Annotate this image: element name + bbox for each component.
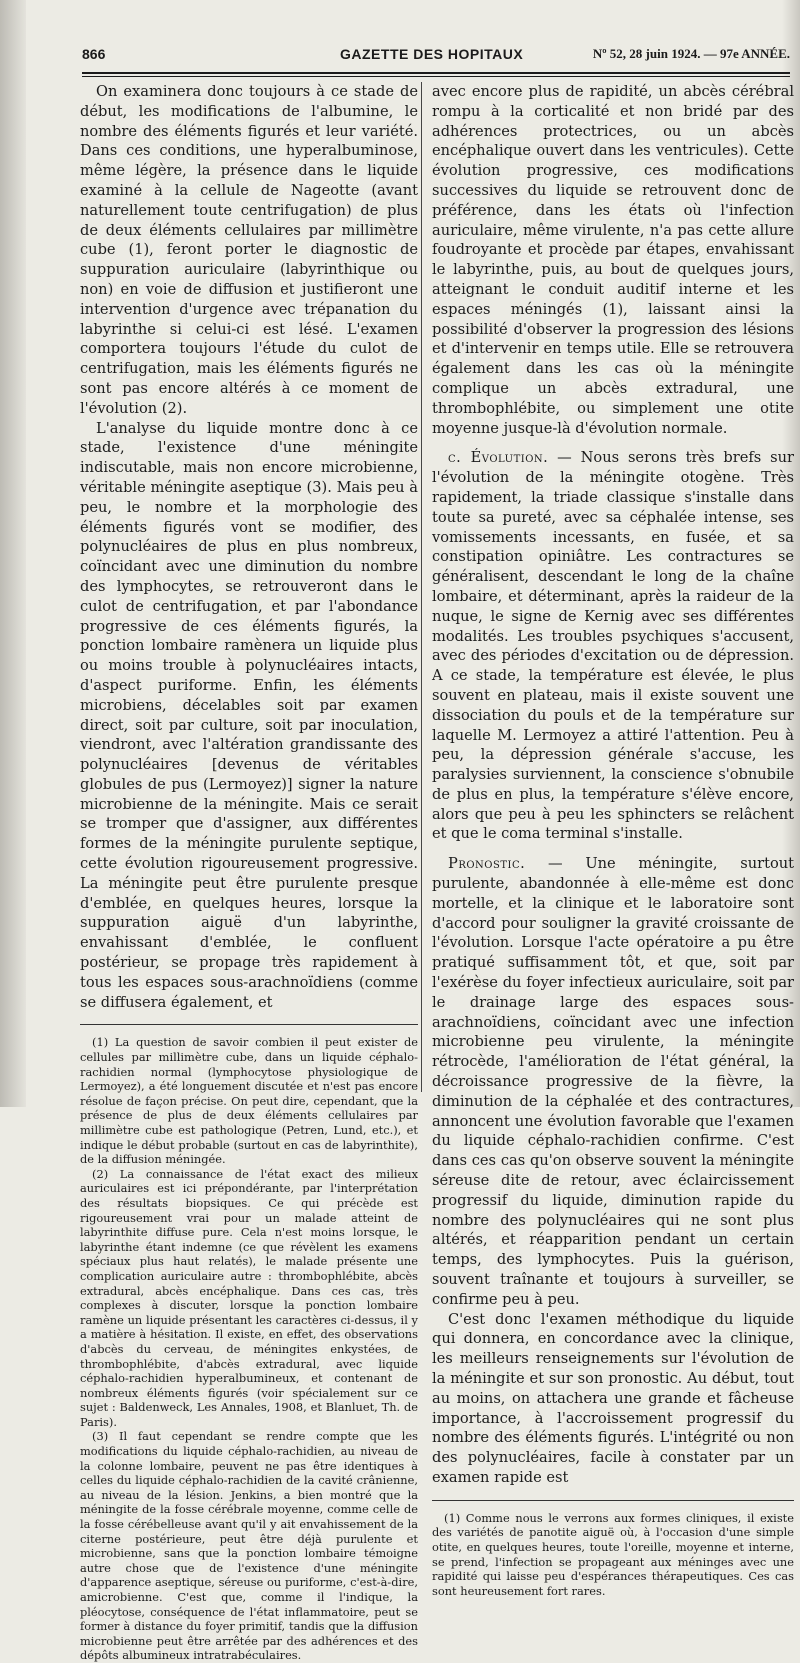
body-paragraph: L'analyse du liquide montre donc à ce stade, l'existence d'une méningite indiscutable, mais non encore microbienne, véritable méningite aseptique (3). Mais peu à peu, le nombre et la morphologie des éléments figurés vont se modifier, des polynucléaires de plus en plus nombreux, coïncidant avec une diminution du nombre des lymphocytes, se retrouveront dans le culot de centrifugation, et par l'abondance progressive de ces éléments figurés, la ponction lombaire ramènera un liquide plus ou moins trouble à polynucléaires intacts, d'aspect puriforme. Enfin, les éléments microbiens, décelables soit par examen direct, soit par culture, soit par inoculation, viendront, avec l'altération grandissante des polynucléaires [devenus de véritables globules de pus (Lermoyez)] signer la nature microbienne de la méningite. Mais ce serait se tromper que d'assigner, aux différentes formes de la méningite purulente septique, cette évolution rigoureusement progressive. La méningite peut être purulente presque d'emblée, en quelques heures, lorsque la suppuration aiguë d'un labyrinthe, envahissant d'emblée, le confluent postérieur, se propage très rapidement à tous les espaces sous-arachnoïdiens (comme se diffusera également, et [80,419,418,1011]
section-evolution [432,448,794,844]
footnote-rule [432,1500,794,1501]
column-divider [421,82,422,1092]
footnote: (2) La connaissance de l'état exact des milieux auriculaires est ici prépondérante, par l'interprétation des résultats biopsiques. Ce qui précède est rigoureusement vrai pour un malade atteint de labyrinthite diffuse pure. Cela n'est moins lorsque, le labyrinthe étant indemne (ce que révèlent les examens spéciaux plus haut relatés), le malade présente une complication auriculaire autre : thrombophlébite, abcès extradural, abcès encéphalique. Dans ces cas, très complexes à discuter, lorsque la ponction lombaire ramène un liquide présentant les caractères ci-dessus, il y a matière à hésitation. Il existe, en effet, des observations d'abcès du cerveau, de méningites enkystées, de thrombophlébite, d'abcès extradural, avec liquide céphalo-rachidien hyperalbumineux, et contenant de nombreux éléments figurés (voir spécialement sur ce sujet : Baldenweck, Les Annales, 1908, et Blanluet, Th. de Paris). [80,1166,418,1429]
footnotes [80,1035,418,1663]
footnote: (3) Il faut cependant se rendre compte que les modifications du liquide céphalo-rachidien, au niveau de la colonne lombaire, peuvent ne pas être identiques à celles du liquide céphalo-rachidien de la cavité crânienne, au niveau de la lésion. Jenkins, a bien montré que la méningite de la fosse cérébrale moyenne, comme celle de la fosse cérébelleuse avant qu'il y ait envahissement de la citerne postérieure, peut être déjà purulente et microbienne, sans que la ponction lombaire témoigne autre chose que de l'existence d'une méningite d'apparence aseptique, séreuse ou puriforme, c'est-à-dire, amicrobienne. C'est que, comme il l'indique, la pléocytose, conséquence de l'état inflammatoire, peut se former à distance du foyer primitif, tandis que la diffusion microbienne peut être arrêtée par des adhérences et des dépôts albumineux intratrabéculaires. [80,1429,418,1663]
body-paragraph: C'est donc l'examen méthodique du liquide qui donnera, en concordance avec la clinique, les meilleurs renseignements sur l'évolution de la méningite et sur son pronostic. Au début, tout au moins, on attachera une grande et fâcheuse importance, à l'accroissement progressif du nombre des éléments figurés. L'intégrité ou non des polynucléaires, facile à constater par un examen rapide est [432,1310,794,1486]
section-heading: Pronostic. [448,855,526,873]
right-column [432,82,794,1598]
footnote: (1) Comme nous le verrons aux formes cliniques, il existe des variétés de panotite aiguë où, à l'occasion d'une simple otite, en quelques heures, toute l'oreille, moyenne et interne, se prend, l'infection se propageant aux méninges avec une rapidité qui laisse peu d'espérances thérapeutiques. Ces cas sont heureusement fort rares. [432,1510,794,1598]
header-rule-thin [82,76,790,77]
footnotes [432,1511,794,1599]
body-paragraph: On examinera donc toujours à ce stade de début, les modifications de l'albumine, le nombre des éléments figurés et leur variété. Dans ces conditions, une hyperalbuminose, même légère, la présence dans le liquide examiné à la cellule de Nageotte (avant naturellement toute centrifugation) de plus de deux éléments cellulaires par millimètre cube (1), feront porter le diagnostic de suppuration auriculaire (labyrinthique ou non) en voie de diffusion et justifieront une intervention d'urgence avec trépanation du labyrinthe si celui-ci est lésé. L'examen comportera toujours l'étude du culot de centrifugation, mais les éléments figurés ne sont pas encore altérés à ce moment de l'évolution (2). [80,83,418,417]
section-text: — Une méningite, surtout purulente, abandonnée à elle-même est donc mortelle, et la clinique et le laboratoire sont d'accord pour souligner la gravité croissante de l'évolution. Lorsque l'acte opératoire a pu être pratiqué suffisamment tôt, et que, soit par l'exérèse du foyer infectieux auriculaire, soit par le drainage large des espaces sous-arachnoïdiens, coïncidant avec une infection microbienne peu virulente, la méningite rétrocède, l'amélioration de l'état général, la décroissance progressive de la fièvre, la diminution de la céphalée et des contractures, annoncent une évolution favorable que l'examen du liquide céphalo-rachidien confirme. C'est dans ces cas qu'on observe souvent la méningite séreuse dite de retour, avec éclaircissement progressif du liquide, diminution rapide du nombre des polynucléaires qui ne sont plus altérés, et réapparition pendant un certain temps, des lymphocytes. Puis la guérison, souvent traînante et toujours à surveiller, se confirme peu à peu. [432,855,794,1308]
issue-info: Nº 52, 28 juin 1924. — 97e ANNÉE. [592,46,790,61]
footnote: (1) La question de savoir combien il peut exister de cellules par millimètre cube, dans un liquide céphalo-rachidien normal (lymphocytose physiologique de Lermoyez), a été longuement discutée et n'est pas encore résolue de façon précise. On peut dire, cependant, que la présence de plus de deux éléments cellulaires par millimètre cube est pathologique (Petren, Lund, etc.), et indique le début probable (surtout en cas de labyrinthite), de la diffusion méningée. [80,1035,418,1167]
body-paragraph: avec encore plus de rapidité, un abcès cérébral rompu à la corticalité et non bridé par des adhérences protectrices, ou un abcès encéphalique ouvert dans les ventricules). Cette évolution progressive, ces modifications successives du liquide se retrouvent donc de préférence, dans les états où l'infection auriculaire, même virulente, n'a pas cette allure foudroyante et procède par étapes, envahissant le labyrinthe, puis, au bout de quelques jours, atteignant le conduit auditif interne et les espaces méningés (1), laissant ainsi la possibilité d'observer la progression des lésions et d'intervenir en temps utile. Elle se retrouvera également dans les cas où la méningite complique un abcès extradural, une thrombophlébite, ou simplement une otite moyenne jusque-là d'évolution normale. [432,83,794,437]
page-edge-shadow-left [0,0,26,1107]
journal-title: GAZETTE DES HOPITAUX [340,46,524,62]
section-prognostic [432,854,794,1309]
header-rule [82,72,790,74]
section-heading: c. Évolution. [448,449,549,467]
footnote-rule [80,1024,418,1025]
left-column [80,82,418,1663]
page-number: 866 [82,46,106,62]
section-text: — Nous serons très brefs sur l'évolution de la méningite otogène. Très rapidement, la triade classique s'installe dans toute sa pureté, avec sa céphalée intense, ses vomissements incessants, en fusée, et sa constipation opiniâtre. Les contractures se généralisent, descendant le long de la chaîne lombaire, et déterminant, après la raideur de la nuque, le signe de Kernig avec ses différentes modalités. Les troubles psychiques s'accusent, avec des périodes d'excitation ou de dépression. A ce stade, la température est élevée, le plus souvent en plateau, mais il existe souvent une dissociation du pouls et de la température sur laquelle M. Lermoyez a attiré l'attention. Peu à peu, la dépression générale s'accuse, les paralysies surviennent, la conscience s'obnubile de plus en plus, la température s'élève encore, alors que peu à peu les sphincters se relâchent et que le coma terminal s'installe. [432,449,795,843]
running-head [82,46,790,68]
